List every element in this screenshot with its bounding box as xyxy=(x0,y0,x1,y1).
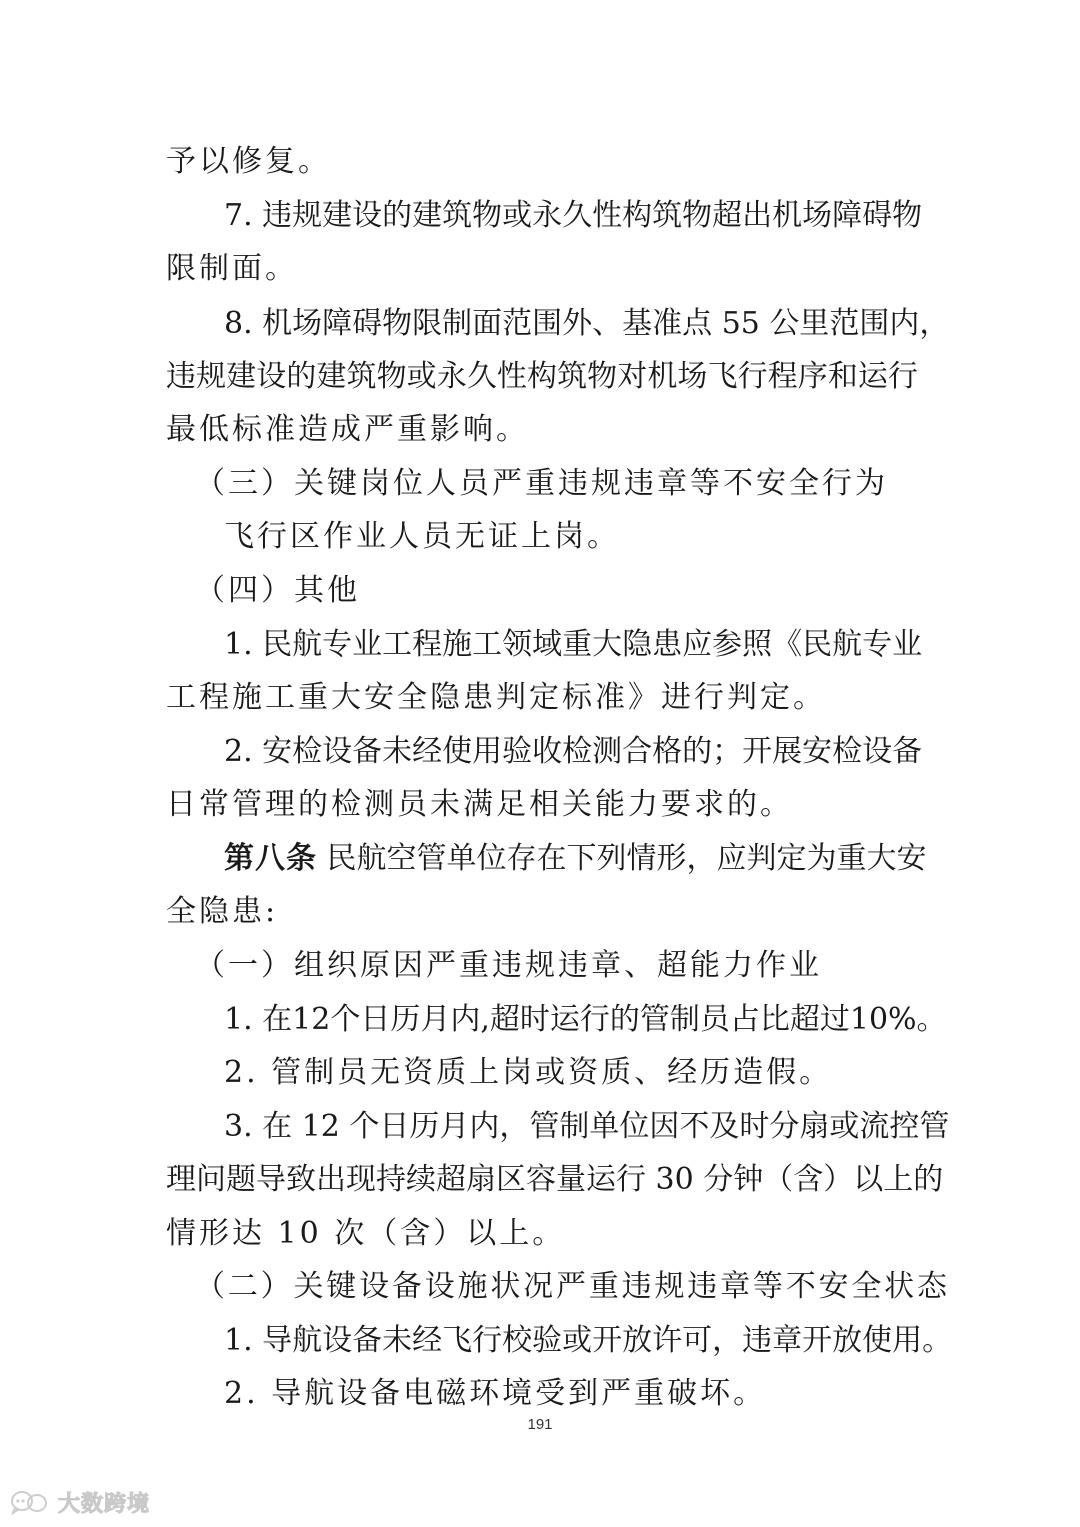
article-text: 民航空管单位存在下列情形，应判定为重大安 xyxy=(317,841,927,876)
text-line: 7. 违规建设的建筑物或永久性构筑物超出机场障碍物 xyxy=(224,198,923,233)
text-line: 理问题导致出现持续超扇区容量运行 30 分钟（含）以上的 xyxy=(166,1162,944,1197)
text-line: 工程施工重大安全隐患判定标准》进行判定。 xyxy=(166,680,826,715)
section-heading: （一）组织原因严重违规违章、超能力作业 xyxy=(195,948,822,983)
text-line: 8. 机场障碍物限制面范围外、基准点 55 公里范围内， xyxy=(224,306,950,341)
text-line: 3. 在 12 个日历月内，管制单位因不及时分扇或流控管 xyxy=(224,1109,950,1144)
text-line: 予以修复。 xyxy=(166,144,331,179)
text-line: 限制面。 xyxy=(166,251,298,286)
section-heading: （四）其他 xyxy=(195,573,360,608)
watermark-text: 大数跨境 xyxy=(58,1491,151,1517)
section-heading: （三）关键岗位人员严重违规违章等不安全行为 xyxy=(195,466,888,501)
text-line: 1. 民航专业工程施工领域重大隐患应参照《民航专业 xyxy=(224,627,923,662)
text-line: 2. 导航设备电磁环境受到严重破坏。 xyxy=(224,1376,767,1411)
article-line xyxy=(224,839,927,879)
watermark xyxy=(10,1487,150,1517)
text-line: 1. 在12个日历月内,超时运行的管制员占比超过10%。 xyxy=(224,1002,947,1037)
text-line: 全隐患: xyxy=(166,894,279,929)
text-line: 最低标准造成严重影响。 xyxy=(166,412,529,447)
page-number: 191 xyxy=(527,1416,553,1433)
text-line: 情形达 10 次（含）以上。 xyxy=(166,1216,566,1251)
article-number: 第八条 xyxy=(224,841,317,876)
text-line: 违规建设的建筑物或永久性构筑物对机场飞行程序和运行 xyxy=(166,359,918,394)
text-line: 2. 安检设备未经使用验收检测合格的；开展安检设备 xyxy=(224,734,923,769)
section-heading: （二）关键设备设施状况严重违规违章等不安全状态 xyxy=(195,1269,947,1304)
text-line: 1. 导航设备未经飞行校验或开放许可，违章开放使用。 xyxy=(224,1323,953,1358)
text-line: 飞行区作业人员无证上岗。 xyxy=(224,519,620,554)
text-line: 2. 管制员无资质上岗或资质、经历造假。 xyxy=(224,1055,833,1090)
text-line: 日常管理的检测员未满足相关能力要求的。 xyxy=(166,787,793,822)
chat-bubble-logo-icon xyxy=(10,1489,52,1515)
